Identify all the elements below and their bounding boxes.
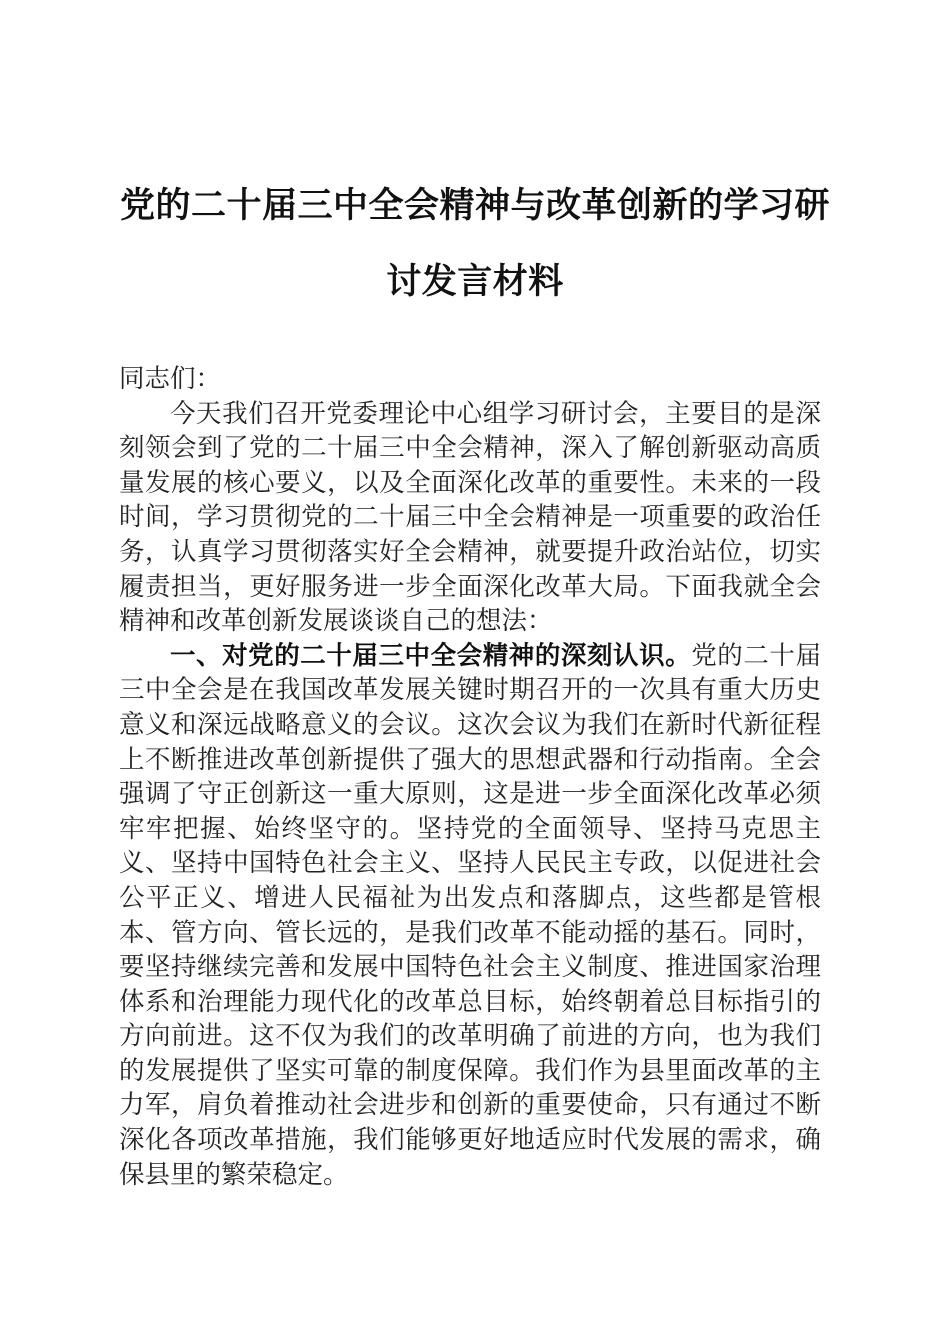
- document-body: [119, 362, 821, 1192]
- intro-paragraph: 今天我们召开党委理论中心组学习研讨会，主要目的是深刻领会到了党的二十届三中全会精神，深入了解创新驱动高质量发展的核心要义，以及全面深化改革的重要性。未来的一段时间，学习贯彻党的二十届三中全会精神是一项重要的政治任务，认真学习贯彻落实好全会精神，就要提升政治站位，切实履责担当，更好服务进一步全面深化改革大局。下面我就全会精神和改革创新发展谈谈自己的想法：: [119, 398, 821, 637]
- section-1-text: 党的二十届三中全会是在我国改革发展关键时期召开的一次具有重大历史意义和深远战略意义的会议。这次会议为我们在新时代新征程上不断推进改革创新提供了强大的思想武器和行动指南。全会强调了守正创新这一重大原则，这是进一步全面深化改革必须牢牢把握、始终坚守的。坚持党的全面领导、坚持马克思主义、坚持中国特色社会主义、坚持人民民主专政，以促进社会公平正义、增进人民福祉为出发点和落脚点，这些都是管根本、管方向、管长远的，是我们改革不能动摇的基石。同时，要坚持继续完善和发展中国特色社会主义制度、推进国家治理体系和治理能力现代化的改革总目标，始终朝着总目标指引的方向前进。这不仅为我们的改革明确了前进的方向，也为我们的发展提供了坚实可靠的制度保障。我们作为县里面改革的主力军，肩负着推动社会进步和创新的重要使命，只有通过不断深化各项改革措施，我们能够更好地适应时代发展的需求，确保县里的繁荣稳定。: [119, 640, 821, 1190]
- document-title: [100, 168, 850, 320]
- section-1-paragraph: [119, 639, 821, 1193]
- salutation: 同志们：: [119, 364, 222, 394]
- title-line-2: 讨发言材料: [386, 261, 564, 302]
- title-line-1: 党的二十届三中全会精神与改革创新的学习研: [119, 185, 830, 226]
- section-1-heading: 一、对党的二十届三中全会精神的深刻认识。: [170, 640, 692, 671]
